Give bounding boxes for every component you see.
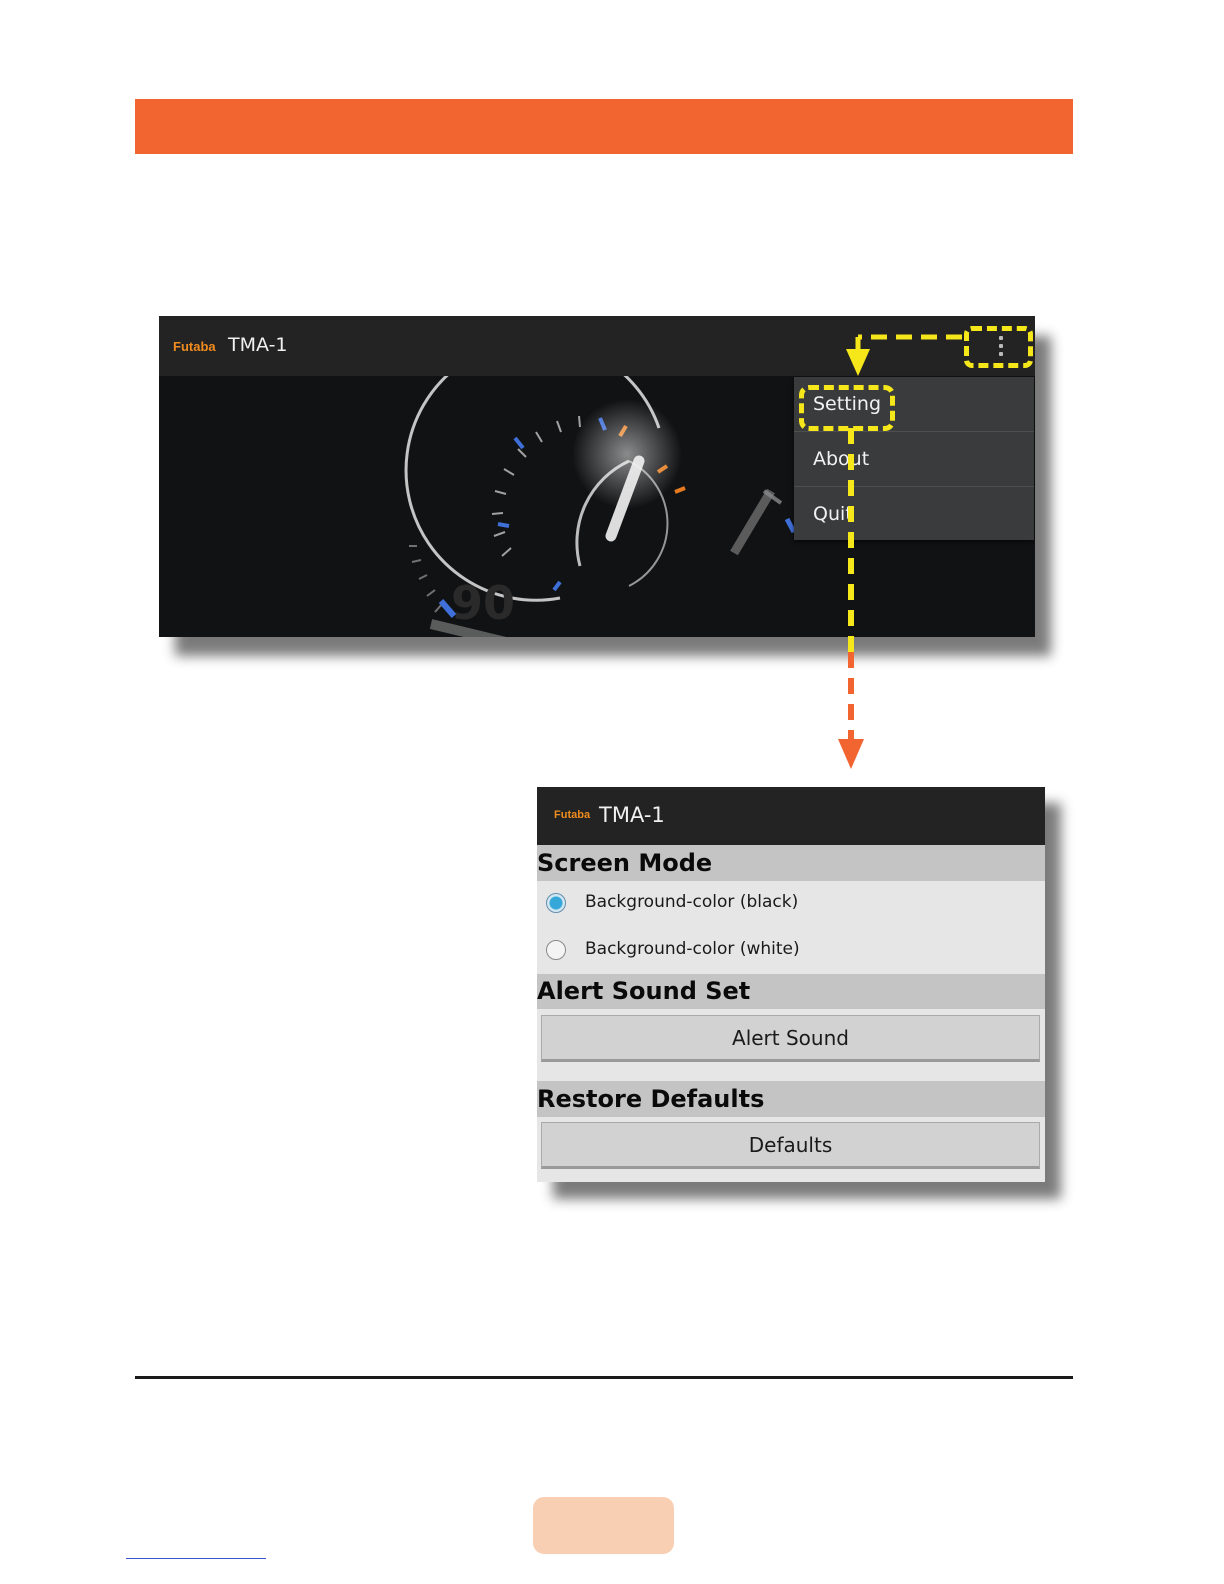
menu-item-quit[interactable]: Quit xyxy=(813,503,853,525)
alert-sound-button[interactable]: Alert Sound xyxy=(541,1015,1040,1062)
restore-defaults-heading: Restore Defaults xyxy=(537,1081,1045,1117)
footer-rule xyxy=(135,1376,1073,1379)
gauge-readout: 90 xyxy=(451,576,516,630)
menu-item-about[interactable]: About xyxy=(794,432,1034,487)
arrow-down-icon xyxy=(838,739,864,769)
app-title: TMA-1 xyxy=(228,334,288,356)
defaults-button[interactable]: Defaults xyxy=(541,1122,1040,1169)
brand-logo: Futaba xyxy=(554,809,591,821)
app-title: TMA-1 xyxy=(599,803,665,827)
radio-label: Background-color (black) xyxy=(585,892,799,912)
menu-item-setting[interactable]: Setting xyxy=(794,377,1034,432)
page-number-tab xyxy=(533,1497,674,1554)
alert-sound-heading: Alert Sound Set xyxy=(537,974,1045,1009)
screen-mode-heading: Screen Mode xyxy=(537,845,1045,881)
radio-label: Background-color (white) xyxy=(585,939,800,959)
brand-logo: Futaba xyxy=(173,339,216,354)
footer-link-underline xyxy=(126,1558,266,1559)
arrow-down-icon xyxy=(846,349,870,376)
